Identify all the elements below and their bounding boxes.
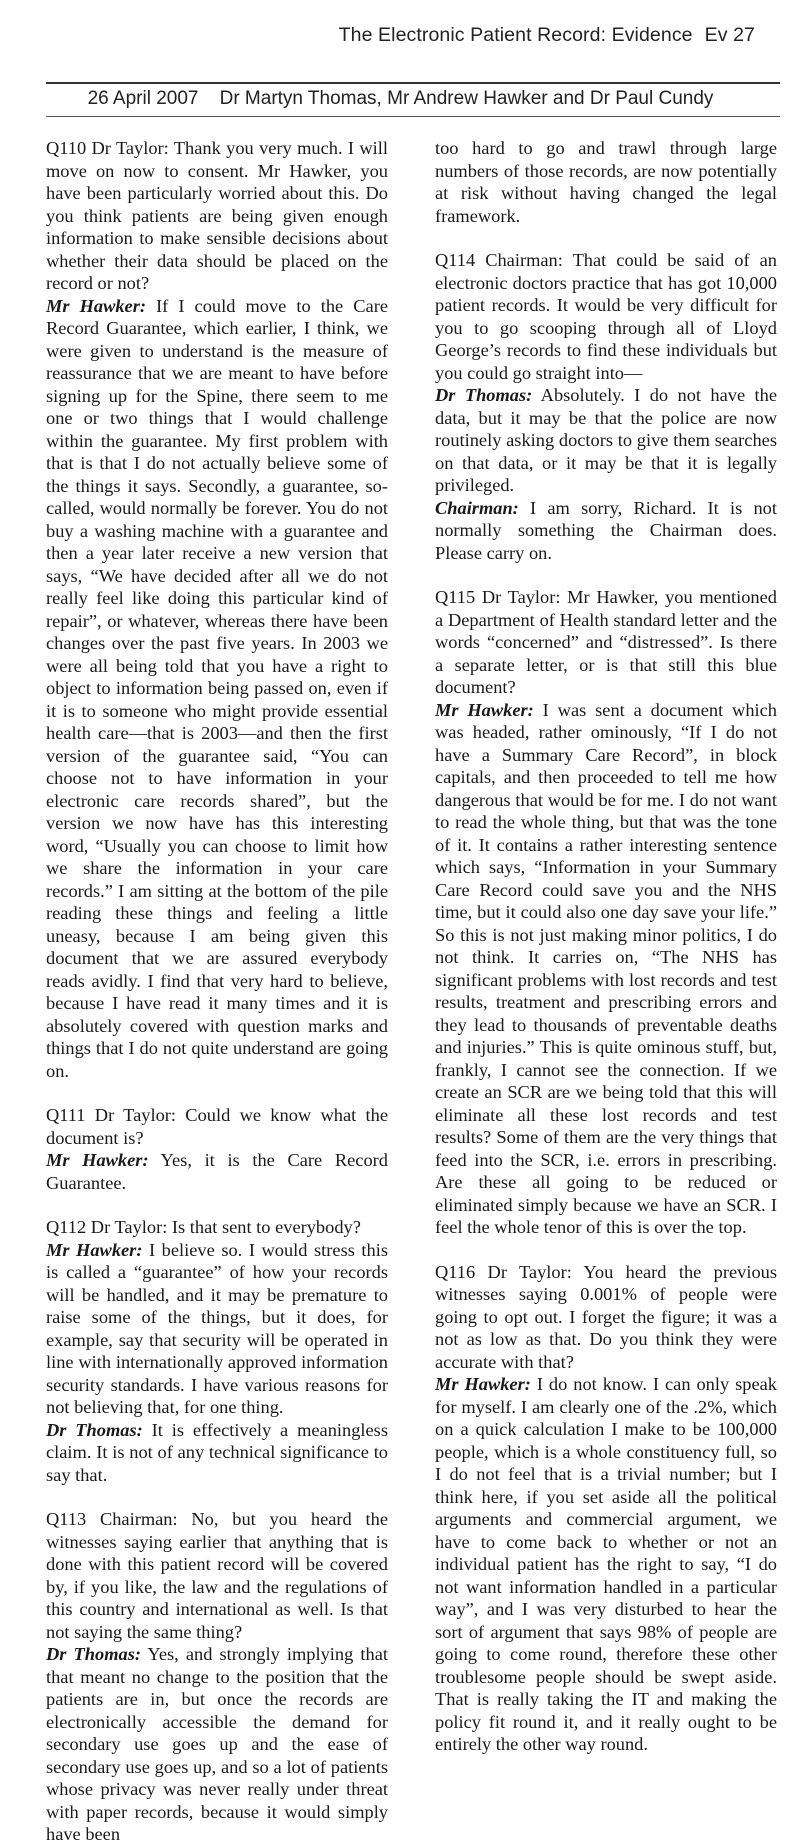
answer-paragraph — [435, 1373, 777, 1756]
question-label: Q114 Chairman: — [435, 250, 563, 270]
question-paragraph — [435, 249, 777, 384]
running-header — [339, 24, 755, 47]
answer-paragraph — [435, 384, 777, 497]
paragraph-text: That could be said of an electronic doctors practice that has got 10,000 patient records. It would be very difficult for you to go scooping through all of Lloyd George’s records to find these individuals but you could go straight into— — [435, 250, 777, 383]
answer-paragraph — [46, 1419, 388, 1487]
paragraph-text: Mr Hawker, you mentioned a Department of Health standard letter and the words “concerned” and “distressed”. Is there a separate letter, or is that still this blue document? — [435, 587, 777, 697]
paragraph-text: You heard the previous witnesses saying 0.001% of people were going to opt out. I forget the figure; it was a not as low as that. Do you think they were accurate with that? — [435, 1261, 777, 1372]
session-heading: 26 April 2007 Dr Martyn Thomas, Mr Andrew Hawker and Dr Paul Cundy — [87, 88, 714, 109]
paragraph-text: It is effectively a meaningless claim. It is not of any technical significance to say that. — [46, 1419, 388, 1485]
speaker-label: Mr Hawker: — [46, 295, 146, 316]
question-label: Q116 Dr Taylor: — [435, 1261, 572, 1282]
question-label: Q113 Chairman: — [46, 1509, 178, 1529]
speaker-label: Mr Hawker: — [46, 1150, 149, 1170]
speaker-label: Dr Thomas: — [435, 385, 533, 405]
answer-paragraph — [46, 295, 388, 1083]
speaker-label: Dr Thomas: — [46, 1419, 143, 1440]
running-title: The Electronic Patient Record: Evidence — [338, 24, 693, 46]
paragraph-text: No, but you heard the witnesses saying earlier that anything that is done with this patient record will be covered by, if you like, the law and the regulations of this country and international as well. Is that not saying the same thing? — [46, 1509, 388, 1642]
paragraph-text: Yes, it is the Care Record Guarantee. — [46, 1150, 388, 1193]
answer-paragraph — [46, 1149, 388, 1194]
speaker-label: Dr Thomas: — [46, 1644, 141, 1664]
question-label: Q115 Dr Taylor: — [435, 587, 561, 607]
paragraph-text: Thank you very much. I will move on now to consent. Mr Hawker, you have been particularly worried about this. Do you think patients are being given enough information to make sensible decisions about whether their data should be placed on the record or not? — [46, 138, 388, 293]
speaker-label: Mr Hawker: — [435, 699, 534, 720]
paragraph-text: too hard to go and trawl through large numbers of those records, are now potentially at risk without having changed the legal framework. — [435, 138, 777, 226]
question-label: Q112 Dr Taylor: — [46, 1217, 168, 1237]
answer-paragraph — [435, 699, 777, 1239]
question-paragraph — [435, 1261, 777, 1374]
speaker-label: Mr Hawker: — [46, 1239, 143, 1260]
question-paragraph — [46, 1104, 388, 1149]
paragraph-text: If I could move to the Care Record Guarantee, which earlier, I think, we were given to understand is the measure of reassurance that we are meant to have before signing up for the Spine, there seem to me one or two things that I would challenge within the guarantee. My first problem with that is that I do not actually believe some of the things it says. Secondly, a guarantee, so-called, would normally be forever. You do not buy a washing machine with a guarantee and then a year later receive a new version that says, “We have decided after all we do not really feel like doing this particular kind of repair”, or whatever, whereas there have been changes over the past five years. In 2003 we were all being told that you have a right to object to information being passed on, even if it is to someone who might provide essential health care—that is 2003—and then the first version of the guarantee said, “You can choose not to have information in your electronic care records shared”, but the version we now have has this interesting word, “Usually you can choose to limit how we share the information in your care records.” I am sitting at the bottom of the pile reading these things and feeling a little uneasy, because I am being given this document that we are assured everybody reads avidly. I find that very hard to believe, because I have read it many times and it is absolutely covered with question marks and things that I do not quite understand are going on. — [46, 295, 388, 1081]
paragraph-text: Absolutely. I do not have the data, but it may be that the police are now routinely asking doctors to give them searches on that data, or it may be that it is legally privileged. — [435, 385, 777, 495]
speaker-label: Mr Hawker: — [435, 1374, 531, 1394]
question-label: Q110 Dr Taylor: — [46, 138, 169, 158]
question-paragraph — [435, 586, 777, 699]
paragraph-text: Yes, and strongly implying that that meant no change to the position that the patients are in, but once the records are electronically accessible the demand for secondary use goes up and the ease of secondary use goes up, and so a lot of patients whose privacy was never really under threat with paper records, because it would simply have been — [46, 1644, 388, 1844]
question-paragraph — [46, 137, 388, 295]
speaker-label: Chairman: — [435, 497, 519, 518]
paragraph-text: I was sent a document which was headed, rather ominously, “If I do not have a Summary Care Record”, in block capitals, and then proceeded to tell me how dangerous that would be for me. I do not want to read the whole thing, but that was the tone of it. It contains a rather interesting sentence which says, “Information in your Summary Care Record could save you and the NHS time, but it could also one day save your life.” So this is not just making minor politics, I do not think. It carries on, “The NHS has significant problems with lost records and test results, treatment and prescribing errors and they lead to thousands of preventable deaths and injuries.” This is quite ominous stuff, but, frankly, I cannot see the connection. If we create an SCR are we being told that this will eliminate all these lost records and test results? Some of them are the very things that feed into the SCR, i.e. errors in prescribing. Are these all going to be reduced or eliminated simply because we have an SCR. I feel the whole tenor of this is over the top. — [435, 699, 777, 1237]
paragraph-text: I am sorry, Richard. It is not normally something the Chairman does. Please carry on. — [435, 497, 777, 563]
header-rule — [46, 82, 780, 84]
continuation-paragraph — [435, 137, 777, 227]
page-number: Ev 27 — [704, 24, 755, 46]
paragraph-text: Could we know what the document is? — [46, 1105, 388, 1148]
right-column — [435, 137, 777, 1756]
paragraph-text: I do not know. I can only speak for myself. I am clearly one of the .2%, which on a quick calculation I make to be 100,000 people, which is a whole constituency full, so I do not feel that is a trivial number; but I think here, if you set aside all the political arguments and commercial argument, we have to come back to whether or not an individual patient has the right to say, “I do not want information handled in a particular way”, and I was very disturbed to hear the sort of argument that says 98% of people are going to come round, therefore these other troublesome people should be swept aside. That is really taking the IT and making the policy fit round it, and it really ought to be entirely the other way round. — [435, 1374, 778, 1754]
left-column — [46, 137, 388, 1846]
answer-paragraph — [46, 1643, 388, 1846]
question-paragraph — [46, 1508, 388, 1643]
question-paragraph — [46, 1216, 388, 1239]
paragraph-text: Is that sent to everybody? — [167, 1217, 361, 1237]
answer-paragraph — [46, 1239, 388, 1419]
question-label: Q111 Dr Taylor: — [46, 1105, 177, 1125]
session-rule — [46, 116, 780, 117]
paragraph-text: I believe so. I would stress this is called a “guarantee” of how your records will be handled, and it may be premature to raise some of the things, but it does, for example, say that security will be operated in line with internationally approved information security standards. I have various reasons for not believing that, for one thing. — [46, 1239, 388, 1417]
answer-paragraph — [435, 497, 777, 565]
